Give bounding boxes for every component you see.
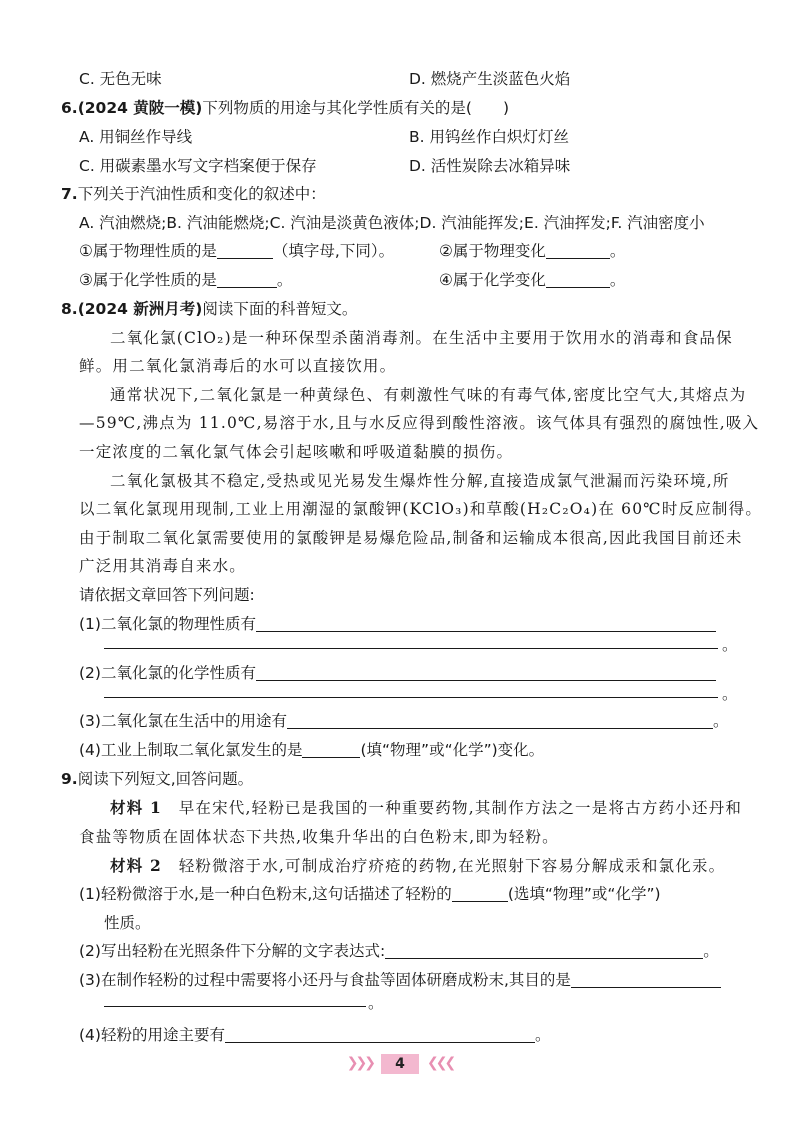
q9-q2-end: 。 — [703, 942, 719, 960]
q8-q3-blank[interactable] — [287, 712, 713, 729]
q8-q2-text: (2)二氧化氯的化学性质有 — [79, 664, 256, 682]
q9-q2 — [79, 940, 719, 962]
q8-q1-answer-line[interactable] — [104, 648, 718, 649]
q8-passage-p3-line4: 广泛用其消毒自来水。 — [79, 557, 247, 575]
q6-number: 6. — [61, 99, 78, 117]
q7-sub2 — [439, 240, 625, 262]
q9-material2-label: 材料 2 — [110, 856, 162, 875]
q7-sub4 — [439, 269, 625, 291]
q7-stem-line — [61, 183, 326, 205]
q8-q2-answer-line[interactable] — [104, 697, 718, 698]
page-number: 4 — [381, 1054, 419, 1074]
q8-q2-blank[interactable] — [256, 664, 716, 681]
q9-q3 — [79, 969, 721, 991]
q8-stem-line — [61, 298, 357, 320]
q9-q4-text: (4)轻粉的用途主要有 — [79, 1026, 225, 1044]
q7-sub1-tail: （填字母,下同）。 — [272, 242, 395, 260]
q8-q1-end: 。 — [722, 636, 738, 654]
q8-q3-text: (3)二氧化氯在生活中的用途有 — [79, 712, 287, 730]
q8-number: 8. — [61, 300, 78, 318]
q9-material1-text: 早在宋代,轻粉已是我国的一种重要药物,其制作方法之一是将古方药小还丹和 — [178, 799, 743, 817]
q9-q1-line1 — [79, 883, 661, 905]
q6-option-c: C. 用碳素墨水写文字档案便于保存 — [79, 157, 317, 175]
q5-option-d: D. 燃烧产生淡蓝色火焰 — [409, 70, 571, 88]
q8-passage-p2-line1: 通常状况下,二氧化氯是一种黄绿色、有刺激性气味的有毒气体,密度比空气大,其熔点为 — [110, 386, 747, 404]
chevron-right-icon: ❯❯❯ — [346, 1055, 373, 1071]
q8-q4-text: (4)工业上制取二氧化氯发生的是 — [79, 741, 303, 759]
q9-q3-end: 。 — [368, 994, 384, 1012]
q6-stem-line — [61, 97, 509, 119]
q9-material2-text: 轻粉微溶于水,可制成治疗疥疮的药物,在光照射下容易分解成汞和氯化汞。 — [178, 857, 726, 875]
page-footer — [0, 1054, 800, 1074]
q8-passage-p2-line2: —59℃,沸点为 11.0℃,易溶于水,且与水反应得到酸性溶液。该气体具有强烈的腐蚀性,吸入 — [79, 414, 760, 432]
q7-sub3-text: ③属于化学性质的是 — [79, 271, 217, 289]
q7-options: A. 汽油燃烧;B. 汽油能燃烧;C. 汽油是淡黄色液体;D. 汽油能挥发;E. 汽油挥发;F. 汽油密度小 — [79, 214, 705, 232]
q7-sub2-tail: 。 — [609, 242, 626, 260]
q8-passage-p3-line1: 二氧化氯极其不稳定,受热或见光易发生爆炸性分解,直接造成氯气泄漏而污染环境,所 — [110, 472, 730, 490]
chevron-left-icon: ❮❮❮ — [427, 1055, 454, 1071]
q6-source: (2024 黄陂一模) — [77, 99, 203, 117]
q9-material1-line1 — [110, 797, 742, 819]
q9-material1-label: 材料 1 — [110, 798, 162, 817]
q9-q4 — [79, 1024, 550, 1046]
q7-sub4-text: ④属于化学变化 — [439, 271, 546, 289]
q7-sub1 — [79, 240, 394, 262]
q8-q2-end: 。 — [722, 685, 738, 703]
q9-material1-line2: 食盐等物质在固体状态下共热,收集升华出的白色粉末,即为轻粉。 — [79, 828, 559, 846]
q8-passage-p2-line3: 一定浓度的二氧化氯气体会引起咳嗽和呼吸道黏膜的损伤。 — [79, 443, 514, 461]
q6-option-a: A. 用铜丝作导线 — [79, 128, 193, 146]
q7-sub1-blank[interactable] — [217, 242, 273, 259]
q9-q1-line2: 性质。 — [104, 914, 151, 932]
q9-q1-text: (1)轻粉微溶于水,是一种白色粉末,这句话描述了轻粉的 — [79, 885, 452, 903]
q8-q1-blank[interactable] — [256, 615, 716, 632]
q7-sub4-tail: 。 — [609, 271, 626, 289]
q8-q1-text: (1)二氧化氯的物理性质有 — [79, 615, 256, 633]
q9-q3-blank[interactable] — [571, 971, 721, 988]
q7-stem: 下列关于汽油性质和变化的叙述中： — [77, 185, 326, 203]
q9-q3-text: (3)在制作轻粉的过程中需要将小还丹与食盐等固体研磨成粉末,其目的是 — [79, 971, 571, 989]
q8-ask: 请依据文章回答下列问题: — [79, 586, 255, 604]
q7-sub1-text: ①属于物理性质的是 — [79, 242, 217, 260]
q8-passage-p3-line3: 由于制取二氧化氯需要使用的氯酸钾是易爆危险品,制备和运输成本很高,因此我国目前还未 — [79, 529, 743, 547]
q9-q3-answer-line[interactable] — [104, 1006, 366, 1007]
q8-q4-tail: (填“物理”或“化学”)变化。 — [360, 741, 545, 759]
q7-sub3-tail: 。 — [276, 271, 293, 289]
q8-passage-p1-line1: 二氧化氯(ClO₂)是一种环保型杀菌消毒剂。在生活中主要用于饮用水的消毒和食品保 — [110, 329, 733, 347]
q5-option-c: C. 无色无味 — [79, 70, 162, 88]
q7-sub4-blank[interactable] — [546, 271, 610, 288]
q7-number: 7. — [61, 185, 78, 203]
q9-stem: 阅读下列短文,回答问题。 — [77, 770, 254, 788]
q6-stem: 下列物质的用途与其化学性质有关的是( ) — [202, 99, 510, 117]
q8-passage-p1-line2: 鲜。用二氧化氯消毒后的水可以直接饮用。 — [79, 357, 397, 375]
q9-stem-line — [61, 768, 253, 790]
q8-source: (2024 新洲月考) — [77, 300, 203, 318]
q7-sub2-text: ②属于物理变化 — [439, 242, 546, 260]
q7-sub3-blank[interactable] — [217, 271, 277, 288]
q8-stem: 阅读下面的科普短文。 — [202, 300, 358, 318]
q9-q1-tail: (选填“物理”或“化学”) — [507, 885, 661, 903]
q9-q2-blank[interactable] — [385, 942, 703, 959]
q9-q4-blank[interactable] — [225, 1026, 535, 1043]
q8-passage-p3-line2: 以二氧化氯现用现制,工业上用潮湿的氯酸钾(KClO₃)和草酸(H₂C₂O₄)在 60℃时反应制得。 — [79, 500, 763, 518]
q9-q2-text: (2)写出轻粉在光照条件下分解的文字表达式: — [79, 942, 386, 960]
q6-option-b: B. 用钨丝作白炽灯灯丝 — [409, 128, 569, 146]
q8-q3 — [79, 710, 728, 732]
q9-q4-end: 。 — [534, 1026, 551, 1044]
q6-option-d: D. 活性炭除去冰箱异味 — [409, 157, 571, 175]
q9-number: 9. — [61, 770, 78, 788]
q8-q4-blank[interactable] — [302, 741, 360, 758]
q7-sub2-blank[interactable] — [546, 242, 610, 259]
q8-q2 — [79, 662, 716, 684]
q8-q3-end: 。 — [712, 712, 729, 730]
q9-q1-blank[interactable] — [452, 885, 508, 902]
q9-material2 — [110, 855, 725, 877]
q7-sub3 — [79, 269, 292, 291]
q8-q4 — [79, 739, 544, 761]
q8-q1 — [79, 613, 716, 635]
